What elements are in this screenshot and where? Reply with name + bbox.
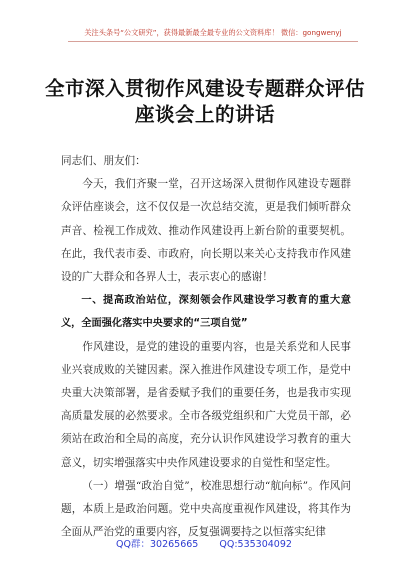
title-line-1: 全市深入贯彻作风建设专题群众评估 xyxy=(44,77,365,100)
qq-text: QQ:535304092 xyxy=(219,539,292,550)
qq-group-text: QQ群：30265665 xyxy=(116,539,199,550)
paragraph-subsection-1: （一）增强“政治自觉”，校准思想行动“航向标”。作风问题，本质上是政治问题。党中央高度重视作风建设，将其作为全面从严治党的重要内容，反复强调要持之以恒落实纪律 xyxy=(61,479,351,539)
greeting: 同志们、朋友们： xyxy=(61,155,146,167)
footer-contact xyxy=(0,536,408,550)
document-body xyxy=(61,150,351,544)
header-notice: 关注头条号“公文研究”，获得最新最全最专业的公文资料库！ 微信：gongwenyj xyxy=(68,28,358,42)
paragraph-section-1: 作风建设，是党的建设的重要内容，也是关系党和人民事业兴衰成败的关键因素。深入推进作风建设专项工作，是党中央重大决策部署，是省委赋予我们的重要任务，也是我市实现高质量发展的必然要求。全市各级党组织和广大党员干部，必须站在政治和全局的高度，充分认识作风建设学习教育的重大意义，切实增强落实中央作风建设要求的自觉性和坚定性。 xyxy=(61,340,351,469)
paragraph-opening: 今天，我们齐聚一堂，召开这场深入贯彻作风建设专题群众评估座谈会，这不仅仅是一次总结交流，更是我们倾听群众声音、检视工作成效、推动作风建设再上新台阶的重要契机。在此，我代表市委、市政府，向长期以来关心支持我市作风建设的广大群众和各界人士，表示衷心的感谢！ xyxy=(61,178,351,284)
page-title xyxy=(40,76,370,128)
title-line-2: 座谈会上的讲话 xyxy=(134,103,275,126)
section-heading-1: 一、提高政治站位，深刻领会作风建设学习教育的重大意义，全面强化落实中央要求的“三项自觉” xyxy=(61,295,351,330)
